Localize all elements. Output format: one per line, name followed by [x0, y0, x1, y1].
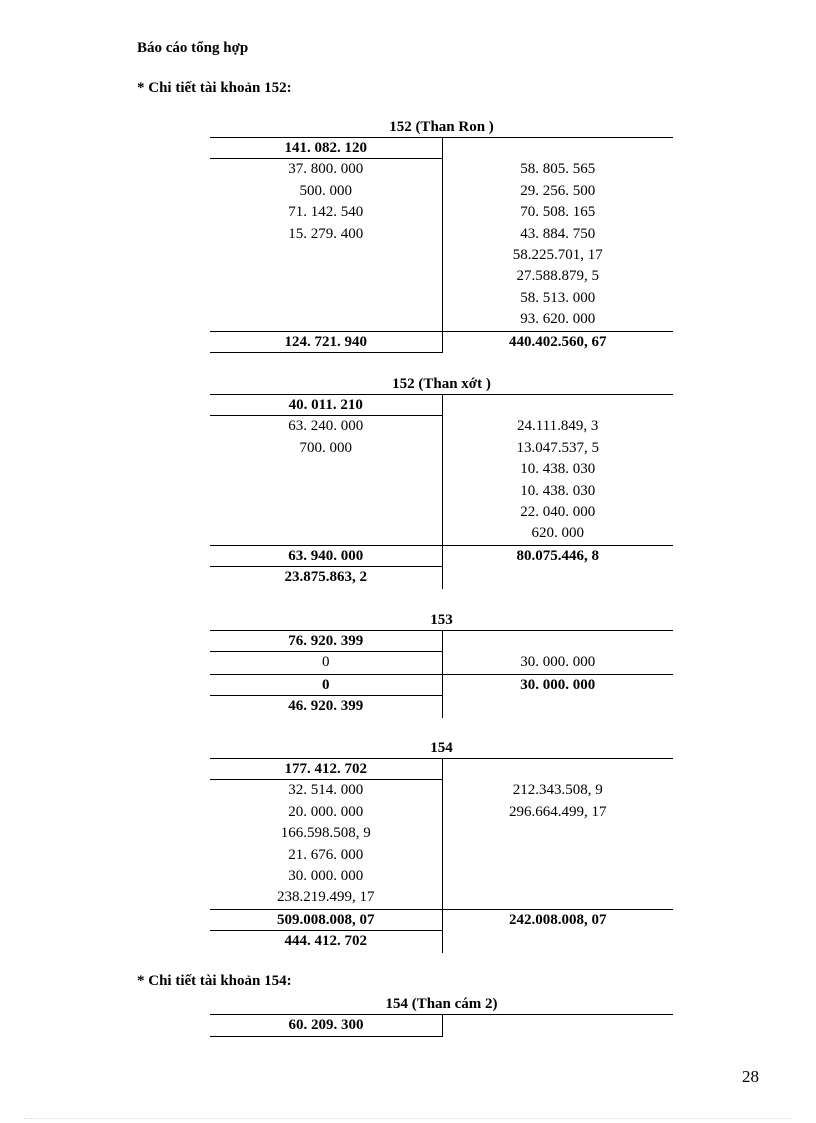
ledger-154-than-cam-2	[210, 995, 673, 1037]
credit-entry: 620. 000	[531, 525, 584, 542]
credit-entry: 27.588.879, 5	[516, 268, 599, 285]
opening-balance: 40. 011. 210	[210, 395, 443, 416]
credit-entry: 58. 513. 000	[520, 289, 596, 306]
credit-total: 80.075.446, 8	[516, 547, 599, 564]
debit-entry: 20. 000. 000	[210, 802, 443, 823]
ledger-title: 152 (Than Ron )	[210, 118, 673, 138]
credit-entry: 70. 508. 165	[520, 204, 596, 221]
credit-total: 440.402.560, 67	[509, 333, 607, 350]
page-number: 28	[742, 1067, 759, 1086]
credit-total: 30. 000. 000	[520, 676, 596, 693]
debit-entry: 37. 800. 000	[210, 159, 443, 180]
debit-entry: 166.598.508, 9	[210, 823, 443, 844]
debit-total: 509.008.008, 07	[210, 910, 443, 931]
debit-entry: 21. 676. 000	[210, 845, 443, 866]
credit-entry: 10. 438. 030	[520, 461, 596, 478]
credit-entry: 212.343.508, 9	[512, 782, 603, 799]
debit-entry: 32. 514. 000	[210, 780, 443, 801]
credit-entry: 58. 805. 565	[520, 161, 596, 178]
section-heading-154: * Chi tiết tài khoản 154:	[137, 973, 292, 989]
debit-entry: 15. 279. 400	[210, 224, 443, 245]
closing-balance: 444. 412. 702	[210, 931, 443, 952]
credit-entry: 13.047.537, 5	[516, 439, 599, 456]
ledger-154	[210, 739, 673, 953]
closing-balance: 23.875.863, 2	[210, 567, 443, 588]
section-heading-152: * Chi tiết tài khoản 152:	[137, 80, 292, 96]
debit-entry: 30. 000. 000	[210, 866, 443, 887]
closing-balance: 46. 920. 399	[210, 696, 443, 717]
opening-balance: 76. 920. 399	[210, 631, 443, 652]
opening-balance: 177. 412. 702	[210, 759, 443, 780]
ledger-title: 154	[210, 739, 673, 759]
debit-total: 63. 940. 000	[210, 546, 443, 567]
credit-entry: 24.111.849, 3	[517, 418, 599, 435]
ledger-title: 153	[210, 611, 673, 631]
ledger-title: 152 (Than xớt )	[210, 375, 673, 395]
ledger-title: 154 (Than cám 2)	[210, 995, 673, 1015]
debit-entry: 238.219.499, 17	[210, 887, 443, 908]
report-title: Báo cáo tổng hợp	[137, 40, 249, 56]
opening-balance: 141. 082. 120	[210, 138, 443, 159]
ledger-153	[210, 611, 673, 718]
ledger-152-than-xot	[210, 375, 673, 589]
ledger-152-than-ron	[210, 118, 673, 353]
debit-entry: 63. 240. 000	[210, 416, 443, 437]
credit-total: 242.008.008, 07	[509, 911, 607, 928]
opening-balance: 60. 209. 300	[210, 1015, 443, 1036]
credit-entry: 296.664.499, 17	[509, 803, 607, 820]
footer-divider	[24, 1118, 792, 1119]
debit-entry: 700. 000	[210, 438, 443, 459]
credit-entry: 43. 884. 750	[520, 225, 596, 242]
debit-entry: 71. 142. 540	[210, 202, 443, 223]
credit-entry: 10. 438. 030	[520, 482, 596, 499]
credit-entry: 22. 040. 000	[520, 503, 596, 520]
debit-entry: 0	[210, 652, 443, 673]
credit-entry: 29. 256. 500	[520, 182, 596, 199]
debit-total: 124. 721. 940	[210, 332, 443, 353]
debit-total: 0	[210, 675, 443, 696]
credit-entry: 30. 000. 000	[520, 654, 596, 671]
debit-entry: 500. 000	[210, 181, 443, 202]
credit-entry: 93. 620. 000	[520, 311, 596, 328]
credit-entry: 58.225.701, 17	[512, 246, 603, 263]
